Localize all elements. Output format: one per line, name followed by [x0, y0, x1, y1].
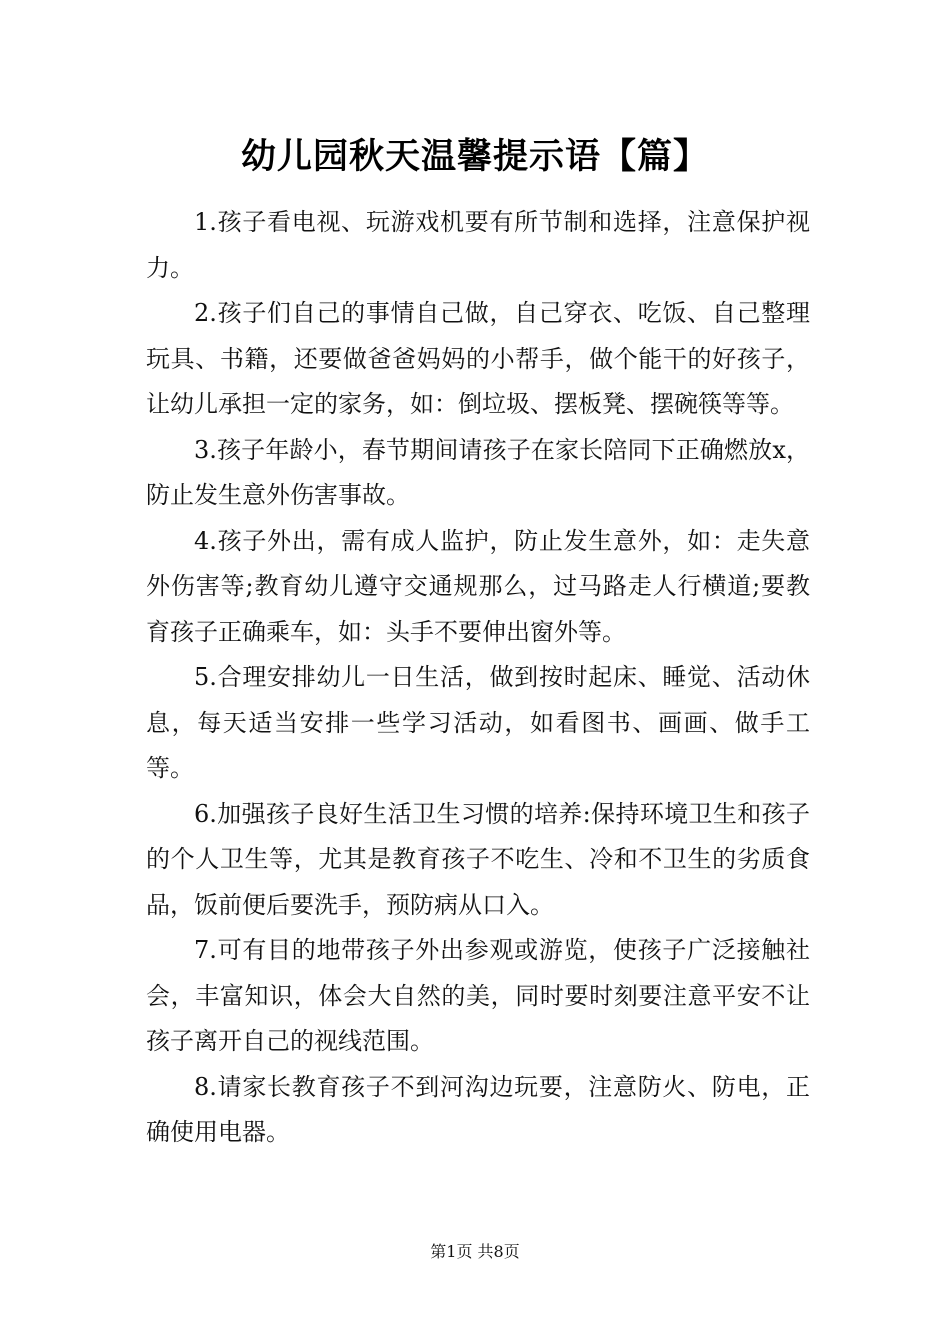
paragraph-3: 3.孩子年龄小，春节期间请孩子在家长陪同下正确燃放x，防止发生意外伤害事故。: [146, 435, 810, 509]
paragraph-6: 6.加强孩子良好生活卫生习惯的培养:保持环境卫生和孩子的个人卫生等，尤其是教育孩子不吃生、冷和不卫生的劣质食品，饭前便后要洗手，预防病从口入。: [146, 799, 810, 919]
paragraph-4: 4.孩子外出，需有成人监护，防止发生意外，如：走失意外伤害等;教育幼儿遵守交通规那么，过马路走人行横道;要教育孩子正确乘车，如：头手不要伸出窗外等。: [146, 526, 810, 646]
document-title: 幼儿园秋天温馨提示语【篇】: [240, 136, 709, 177]
paragraph-7: 7.可有目的地带孩子外出参观或游览，使孩子广泛接触社会，丰富知识，体会大自然的美，同时要时刻要注意平安不让孩子离开自己的视线范围。: [146, 936, 810, 1055]
paragraph-2: 2.孩子们自己的事情自己做，自己穿衣、吃饭、自己整理玩具、书籍，还要做爸爸妈妈的小帮手，做个能干的好孩子，让幼儿承担一定的家务，如：倒垃圾、摆板凳、摆碗筷等等。: [146, 299, 810, 418]
document-body: [146, 200, 810, 1156]
paragraph-8: 8.请家长教育孩子不到河沟边玩要，注意防火、防电，正确使用电器。: [146, 1072, 810, 1146]
paragraph-1: 1.孩子看电视、玩游戏机要有所节制和选择，注意保护视力。: [146, 208, 810, 282]
paragraph-5: 5.合理安排幼儿一日生活，做到按时起床、睡觉、活动休息，每天适当安排一些学习活动，如看图书、画画、做手工等。: [146, 663, 810, 782]
page-footer: 第1页 共8页: [430, 1242, 520, 1261]
